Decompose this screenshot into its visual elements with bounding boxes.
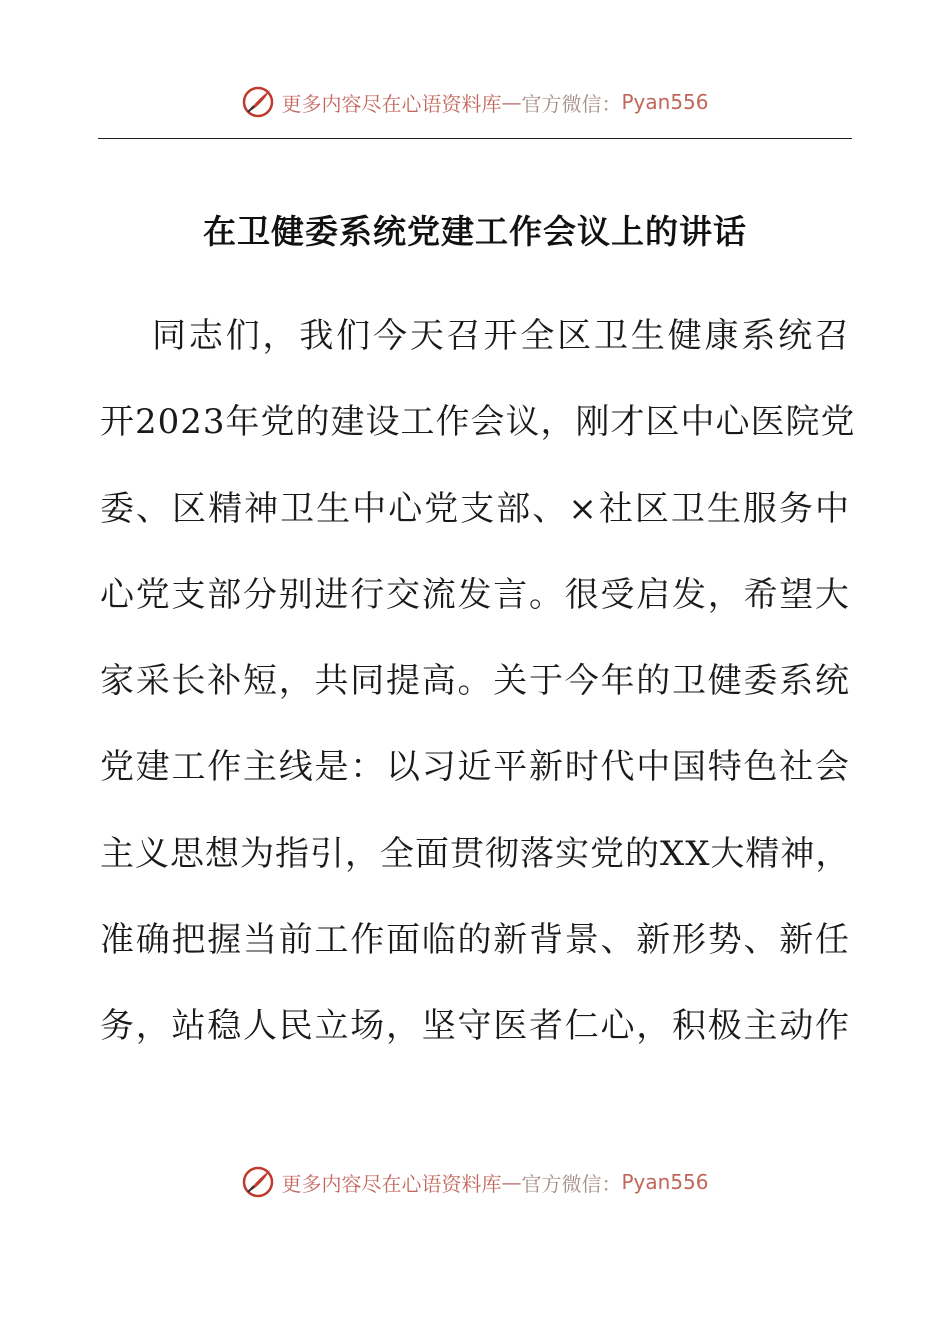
banner-separator: —	[501, 90, 522, 114]
body-line: 同志们，我们今天召开全区卫生健康系统召	[152, 316, 850, 356]
body-line: 务，站稳人民立场，坚守医者仁心，积极主动作	[100, 1006, 850, 1047]
body-line: 家采长补短，共同提高。关于今年的卫健委系统	[100, 661, 850, 702]
body-line: 开2023年党的建设工作会议，刚才区中心医院党	[100, 402, 856, 443]
body-line: 准确把握当前工作面临的新背景、新形势、新任	[100, 920, 850, 961]
banner-main-text: 更多内容尽在心语资料库	[281, 1171, 502, 1196]
document-title: 在卫健委系统党建工作会议上的讲话	[203, 212, 747, 251]
body-line: 主义思想为指引，全面贯彻落实党的XX大精神，	[100, 833, 851, 874]
body-line: 委、区精神卫生中心党支部、×社区卫生服务中	[100, 488, 850, 529]
footer-banner	[0, 1162, 950, 1202]
banner-wechat-label: 官方微信：	[521, 91, 622, 116]
banner-wechat-id: Pyan556	[621, 90, 709, 114]
header-banner	[0, 82, 950, 122]
feather-pen-logo-icon	[241, 85, 275, 119]
body-line: 心党支部分别进行交流发言。很受启发，希望大	[100, 574, 850, 615]
banner-wechat-label: 官方微信：	[521, 1171, 622, 1196]
feather-pen-logo-icon	[241, 1165, 275, 1199]
banner-separator: —	[501, 1170, 522, 1194]
body-line: 党建工作主线是：以习近平新时代中国特色社会	[100, 747, 850, 788]
header-divider	[98, 138, 852, 139]
banner-main-text: 更多内容尽在心语资料库	[281, 91, 502, 116]
banner-wechat-id: Pyan556	[621, 1170, 709, 1194]
document-body	[100, 304, 856, 1081]
